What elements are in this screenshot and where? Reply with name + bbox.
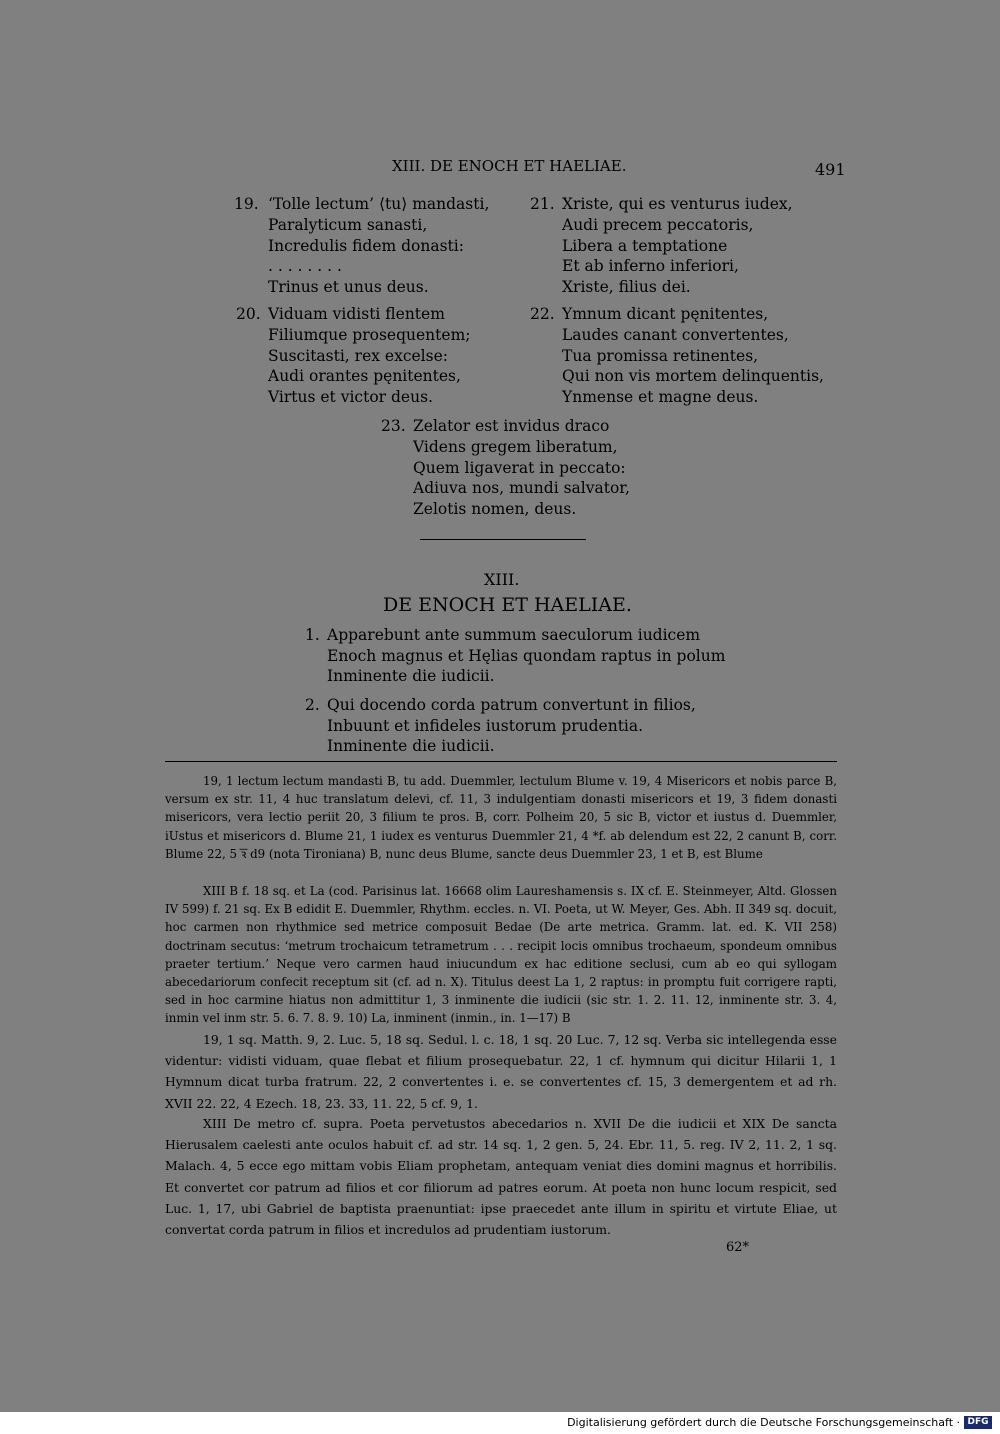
verse-line: Paralyticum sanasti, (268, 215, 428, 234)
apparatus-criticus-2: XIII B f. 18 sq. et La (cod. Parisinus lat. 16668 olim Laureshamensis s. IX cf. E. Steinmeyer, Altd. Glossen IV 599) f. 21 sq. Ex B edidit E. Duemmler, Rhythm. eccles. n. VI. Poeta, ut W. Meyer, Ges. Abh. II 349 sq. docuit, hoc carmen non rhythmice sed metrice composuit Bedae (De arte metrica. Gramm. lat. ed. K. VII 258) doctrinam secutus: ‘metrum trochaicum tetrametrum . . . recipit locis omnibus trochaeum, spondeum omnibus praeter tertium.’ Neque vero carmen haud iniucundum ex hac editione seclusi, cum ab eo qui syllogam abecedariorum confecit receptum sit (cf. ad n. X). Titulus deest La 1, 2 raptus: in promptu fuit corrigere rapti, sed in hoc carmine hiatus non admittitur 1, 3 inminente die iudicii (sic str. 1. 2. 11. 12, inminente str. 3. 4, inmin vel inm str. 5. 6. 7. 8. 9. 10) La, inminent (inmin., in. 1—17) B (165, 884, 837, 1026)
footnote-divider (165, 761, 837, 762)
stanza-number: 23. (381, 417, 406, 435)
apparatus-criticus-1: 19, 1 lectum lectum mandasti B, tu add. Duemmler, lectulum Blume v. 19, 4 Misericors et nobis parce B, versum ex str. 11, 4 huc translatum delevi, cf. 11, 3 indulgentiam donasti misericors et 19, 3 fidem donasti misericors, vera lectio periit 20, 3 filium te pros. B, corr. Polheim 20, 5 sic B, victor et iustus d. Duemmler, iUstus et misericors d. Blume 21, 1 iudex es venturus Duemmler 21, 4 *f. ab delendum est 22, 2 canunt B, corr. Blume 22, 5 ꝛ︦ d9 (nota Tironiana) B, nunc deus Blume, sancte deus Duemmler 23, 1 et B, est Blume (165, 774, 837, 861)
verse-line: Incredulis fidem donasti: (268, 236, 464, 255)
footer-bar (0, 1412, 1000, 1434)
stanza-22 (530, 304, 824, 408)
verse-line: Laudes canant convertentes, (562, 325, 789, 344)
verse-line: Audi precem peccatoris, (562, 215, 754, 234)
verse-line: Zelotis nomen, deus. (413, 500, 577, 519)
poem-number: XIII. (484, 570, 520, 589)
stanza-19 (234, 194, 490, 298)
sources-note-2: XIII De metro cf. supra. Poeta pervetustos abecedarios n. XVII De die iudicii et XIX De sancta Hierusalem caelesti ante oculos habuit cf. ad str. 14 sq. 1, 2 gen. 5, 24. Ebr. 11, 5. reg. IV 2, 11. 2, 1 sq. Malach. 4, 5 ecce ego mittam vobis Eliam prophetam, antequam veniat dies domini magnus et horribilis. Et convertet cor patrum ad filios et cor filiorum ad patres eorum. At poeta non hunc locum respicit, sed Luc. 1, 17, ubi Gabriel de baptista praenuntiat: ipse praecedet ante illum in spiritu et virtute Eliae, ut convertat corda patrum in filios et incredulos ad prudentiam iustorum. (165, 1116, 837, 1238)
signature-mark: 62* (726, 1240, 750, 1255)
verse-line: Xriste, filius dei. (562, 278, 691, 297)
verse-line: Videns gregem liberatum, (413, 437, 618, 456)
verse-line: Qui docendo corda patrum convertunt in filios, (327, 696, 696, 714)
page-number: 491 (815, 160, 846, 179)
stanza-number: 1. (305, 626, 320, 644)
poem-stanza-1 (305, 625, 726, 687)
verse-line: Inminente die iudicii. (327, 667, 495, 686)
verse-line: ‘Tolle lectum’ ⟨tu⟩ mandasti, (268, 195, 490, 213)
stanza-23 (381, 416, 630, 520)
verse-line: Adiuva nos, mundi salvator, (413, 479, 630, 498)
verse-line: Ymnum dicant pęnitentes, (562, 305, 769, 323)
verse-line: Qui non vis mortem delinquentis, (562, 367, 824, 386)
dfg-logo-icon: DFG (964, 1416, 992, 1429)
verse-line: Quem ligaverat in peccato: (413, 458, 626, 477)
running-title: XIII. DE ENOCH ET HAELIAE. (392, 157, 627, 175)
verse-line: Suscitasti, rex excelse: (268, 346, 448, 365)
stanza-number: 22. (530, 305, 555, 323)
verse-line: . . . . . . . . (268, 257, 342, 276)
poem-title: DE ENOCH ET HAELIAE. (383, 594, 632, 616)
verse-line: Enoch magnus et Hęlias quondam raptus in polum (327, 646, 726, 665)
sources-note-1: 19, 1 sq. Matth. 9, 2. Luc. 5, 18 sq. Sedul. l. c. 18, 1 sq. 20 Luc. 7, 12 sq. Verba sic intellegenda esse videntur: vidisti viduam, quae flebat et filium prosequebatur. 22, 1 cf. hymnum qui dicitur Hilarii 1, 1 Hymnum dicat turba fratrum. 22, 2 convertentes i. e. se convertentes cf. 15, 3 demergentem et ad rh. XVII 22. 22, 4 Ezech. 18, 23. 33, 11. 22, 5 cf. 9, 1. (165, 1032, 837, 1111)
verse-line: Apparebunt ante summum saeculorum iudicem (327, 626, 701, 644)
stanza-20 (236, 304, 471, 408)
verse-line: Trinus et unus deus. (268, 278, 429, 297)
verse-line: Inbuunt et infideles iustorum prudentia. (327, 716, 644, 735)
verse-line: Xriste, qui es venturus iudex, (562, 195, 793, 213)
footer-credit: Digitalisierung gefördert durch die Deutsche Forschungsgemeinschaft · (567, 1416, 960, 1429)
verse-line: Inminente die iudicii. (327, 737, 495, 756)
verse-line: Libera a temptatione (562, 236, 728, 255)
verse-line: Filiumque prosequentem; (268, 325, 471, 344)
verse-line: Audi orantes pęnitentes, (268, 367, 461, 386)
stanza-number: 19. (234, 195, 259, 213)
verse-line: Ynmense et magne deus. (562, 388, 759, 407)
poem-stanza-2 (305, 695, 696, 757)
stanza-number: 2. (305, 696, 320, 714)
verse-line: Zelator est invidus draco (413, 417, 610, 435)
verse-line: Et ab inferno inferiori, (562, 257, 739, 276)
stanza-21 (530, 194, 793, 298)
verse-line: Tua promissa retinentes, (562, 346, 759, 365)
verse-line: Virtus et victor deus. (268, 388, 433, 407)
stanza-number: 21. (530, 195, 555, 213)
verse-line: Viduam vidisti flentem (268, 305, 445, 323)
section-divider (420, 539, 586, 540)
stanza-number: 20. (236, 305, 261, 323)
